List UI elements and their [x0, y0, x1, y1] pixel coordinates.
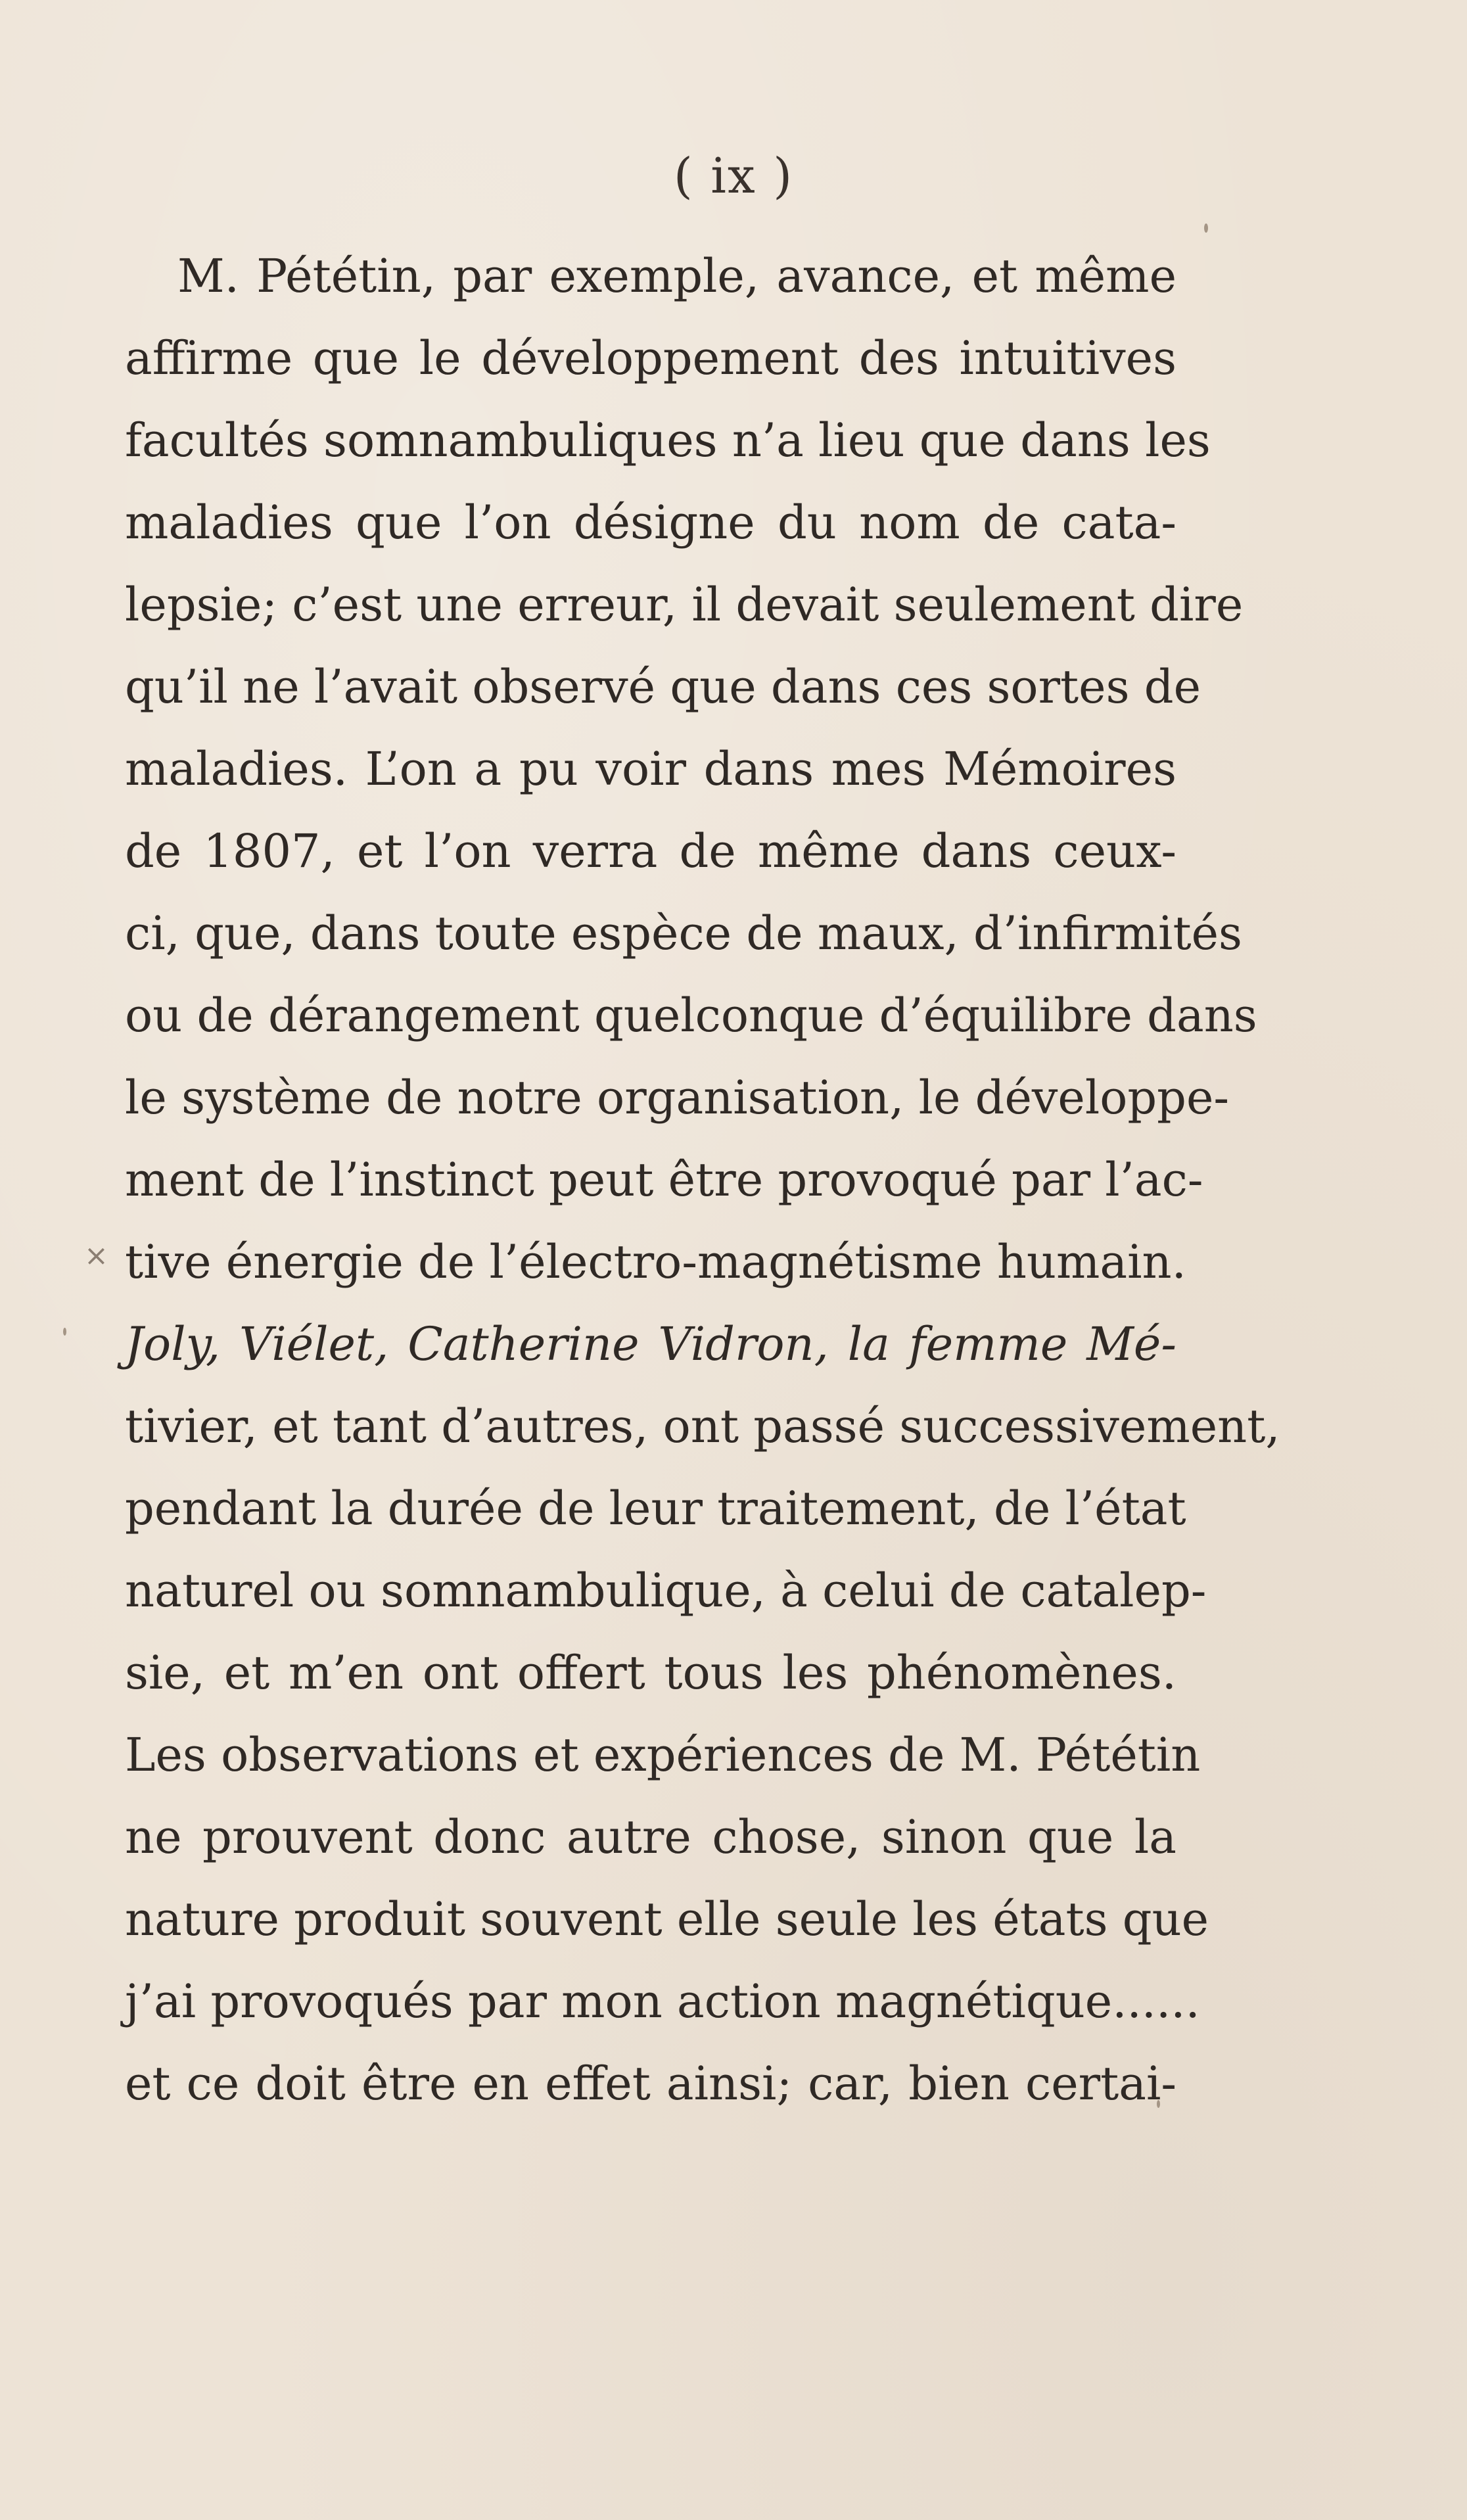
text-line: naturel ou somnambulique, à celui de catalep-: [125, 1564, 1207, 1618]
text-line: pendant la durée de leur traitement, de l’état: [125, 1482, 1186, 1535]
paper-speck: [63, 1328, 66, 1336]
paper-speck: [1204, 223, 1208, 233]
body-text: [125, 235, 1280, 2125]
text-line: ou de dérangement quelconque d’équilibre dans: [125, 989, 1257, 1042]
text-line: le système de notre organisation, le développe-: [125, 1071, 1230, 1125]
text-line: M. Pététin, par exemple, avance, et même: [177, 249, 1176, 303]
text-line: maladies. L’on a pu voir dans mes Mémoires: [125, 742, 1176, 796]
text-line: ci, que, dans toute espèce de maux, d’infirmités: [125, 906, 1242, 960]
text-line: affirme que le développement des intuitives: [125, 331, 1176, 385]
text-line: de 1807, et l’on verra de même dans ceux-: [125, 824, 1176, 878]
text-line: et ce doit être en effet ainsi; car, bien certai-: [125, 2057, 1176, 2111]
text-line: ment de l’instinct peut être provoqué par l’ac-: [125, 1153, 1203, 1207]
text-line: ne prouvent donc autre chose, sinon que la: [125, 1810, 1176, 1864]
text-line: nature produit souvent elle seule les états que: [125, 1892, 1209, 1946]
margin-mark: ×: [84, 1239, 108, 1272]
text-line: lepsie; c’est une erreur, il devait seulement dire: [125, 578, 1244, 632]
text-line: maladies que l’on désigne du nom de cata-: [125, 496, 1176, 549]
page-number: ( ix ): [673, 148, 794, 204]
text-line: tivier, et tant d’autres, ont passé successivement,: [125, 1399, 1280, 1453]
text-line: facultés somnambuliques n’a lieu que dans les: [125, 413, 1211, 467]
text-line: qu’il ne l’avait observé que dans ces sortes de: [125, 660, 1201, 714]
text-line: Les observations et expériences de M. Pététin: [125, 1728, 1201, 1782]
text-line: tive énergie de l’électro-magnétisme humain.: [125, 1235, 1186, 1289]
text-line: sie, et m’en ont offert tous les phénomènes.: [125, 1646, 1176, 1700]
text-line: j’ai provoqués par mon action magnétique......: [125, 1974, 1200, 2028]
text-line: Joly, Viélet, Catherine Vidron, la femme Mé-: [125, 1317, 1176, 1371]
